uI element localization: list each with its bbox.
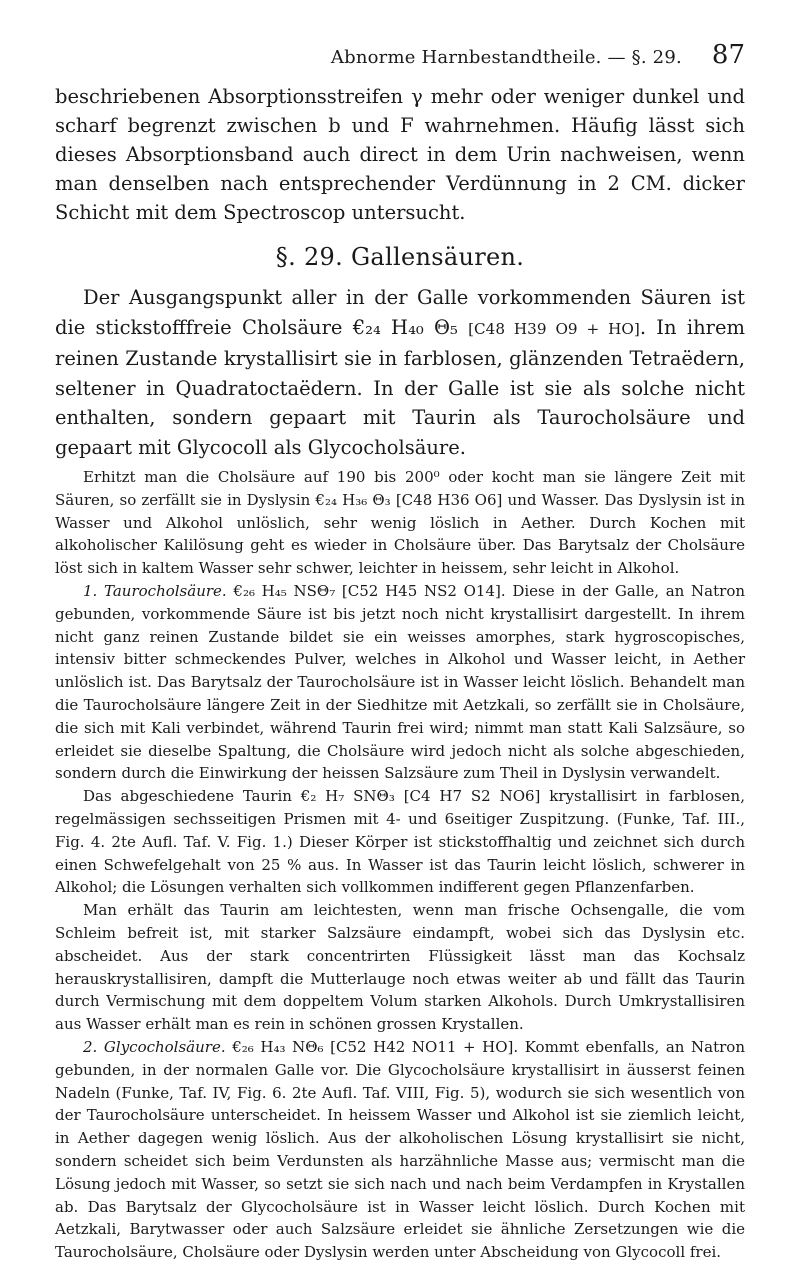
paragraph-taurin: Das abgeschiedene Taurin €₂ H₇ SNΘ₃ [C4 H7 S2 NO6] krystallisirt in farblosen, regelmässigen sechsseitigen Prismen mit 4- und 6seitiger Zuspitzung. (Funke, Taf. III., Fig. 4. 2te Aufl. Taf. V. Fig. 1.) Dieser Körper ist stickstoffhaltig und zeichnet sich durch einen Schwefelgehalt von 25 % aus. In Wasser ist das Taurin leicht löslich, schwerer in Alkohol; die Lösungen verhalten sich vollkommen indifferent gegen Pflanzenfarben.	[55, 787, 745, 897]
taurocholsaeure-label: 1. Taurocholsäure.	[83, 581, 227, 600]
lead-paragraph: beschriebenen Absorptionsstreifen γ mehr oder weniger dunkel und scharf begrenzt zwischen b und F wahrnehmen. Häufig lässt sich dieses Absorptionsband auch direct in dem Urin nachweisen, wenn man denselben nach entsprechender Verdünnung in 2 CM. dicker Schicht mit dem Spectroscop untersucht.	[55, 85, 745, 224]
section-intro	[55, 283, 745, 462]
intro-text-b: . In ihrem reinen Zustande krystallisirt sie in farblosen, glänzenden Tetraëdern, seltener in Quadratoctaëdern. In der Galle ist sie als solche nicht enthalten, sondern gepaart mit Taurin als Taurocholsäure und gepaart mit Glycocoll als Glycocholsäure.	[55, 315, 745, 459]
paragraph-cholsaeure-heating: Erhitzt man die Cholsäure auf 190 bis 200⁰ oder kocht man sie längere Zeit mit Säuren, so zerfällt sie in Dyslysin €₂₄ H₃₆ Θ₃ [C48 H36 O6] und Wasser. Das Dyslysin ist in Wasser und Alkohol unlöslich, sehr wenig löslich in Aether. Durch Kochen mit alkoholischer Kalilösung geht es wieder in Cholsäure über. Das Barytsalz der Cholsäure löst sich in kaltem Wasser sehr schwer, leichter in heissem, sehr leicht in Alkohol.	[55, 468, 745, 578]
running-head	[55, 40, 745, 74]
glycocholsaeure-text: €₂₆ H₄₃ NΘ₆ [C52 H42 NO11 + HO]. Kommt ebenfalls, an Natron gebunden, in der normalen Galle vor. Die Glycocholsäure krystallisirt in äusserst feinen Nadeln (Funke, Taf. IV, Fig. 6. 2te Aufl. Taf. VIII, Fig. 5), wodurch sie sich wesentlich von der Taurocholsäure unterscheidet. In heissem Wasser und Alkohol ist sie ziemlich leicht, in Aether dagegen wenig löslich. Aus der alkoholischen Lösung krystallisirt sie nicht, sondern scheidet sich beim Verdunsten als harzähnliche Masse aus; vermischt man die Lösung jedoch mit Wasser, so setzt sie sich nach und nach beim Verdampfen in Krystallen ab. Das Barytsalz der Glycocholsäure ist in Wasser leicht löslich. Durch Kochen mit Aetzkali, Barytwasser oder auch Salzsäure erleidet sie ähnliche Zersetzungen wie die Taurocholsäure, Cholsäure oder Dyslysin werden unter Abscheidung von Glycocoll frei.	[55, 1037, 745, 1262]
taurocholsaeure-text: €₂₆ H₄₅ NSΘ₇ [C52 H45 NS2 O14]. Diese in der Galle, an Natron gebunden, vorkommende Säure ist bis jetzt noch nicht krystallisirt dargestellt. In ihrem nicht ganz reinen Zustande bildet sie ein weisses amorphes, stark hygroscopisches, intensiv bitter schmeckendes Pulver, welches in Alkohol und Wasser leicht, in Aether unlöslich ist. Das Barytsalz der Taurocholsäure ist in Wasser leicht löslich. Behandelt man die Taurocholsäure längere Zeit in der Siedhitze mit Aetzkali, so zerfällt sie in Cholsäure, die sich mit Kali verbindet, während Taurin frei wird; nimmt man statt Kali Salzsäure, so erleidet sie dieselbe Spaltung, die Cholsäure wird jedoch nicht als solche abgeschieden, sondern durch die Einwirkung der heissen Salzsäure zum Theil in Dyslysin verwandelt.	[55, 581, 746, 783]
paragraph-glycocholsaeure	[55, 1036, 745, 1264]
intro-text-a: Der Ausgangspunkt aller in der Galle vorkommenden Säuren ist die stickstofffreie Cholsäure	[55, 286, 745, 339]
intro-formula-old: [C48 H39 O9 + HO]	[468, 319, 640, 338]
intro-formula: €₂₄ H₄₀ Θ₅	[352, 315, 458, 339]
page-number: 87	[711, 40, 745, 70]
glycocholsaeure-label: 2. Glycocholsäure.	[83, 1037, 226, 1056]
paragraph-taurin-preparation: Man erhält das Taurin am leichtesten, wenn man frische Ochsengalle, die vom Schleim befreit ist, mit starker Salzsäure eindampft, wobei sich das Dyslysin etc. abscheidet. Aus der stark concentrirten Flüssigkeit lässt man das Kochsalz herauskrystallisiren, dampft die Mutterlauge noch etwas weiter ab und fällt das Taurin durch Vermischung mit dem doppeltem Volum starken Alkohols. Durch Umkrystallisiren aus Wasser erhält man es rein in schönen grossen Krystallen.	[55, 901, 745, 1034]
paragraph-taurocholsaeure	[55, 580, 745, 785]
section-heading: §. 29. Gallensäuren.	[275, 243, 525, 271]
running-title: Abnorme Harnbestandtheile. — §. 29.	[330, 47, 682, 68]
